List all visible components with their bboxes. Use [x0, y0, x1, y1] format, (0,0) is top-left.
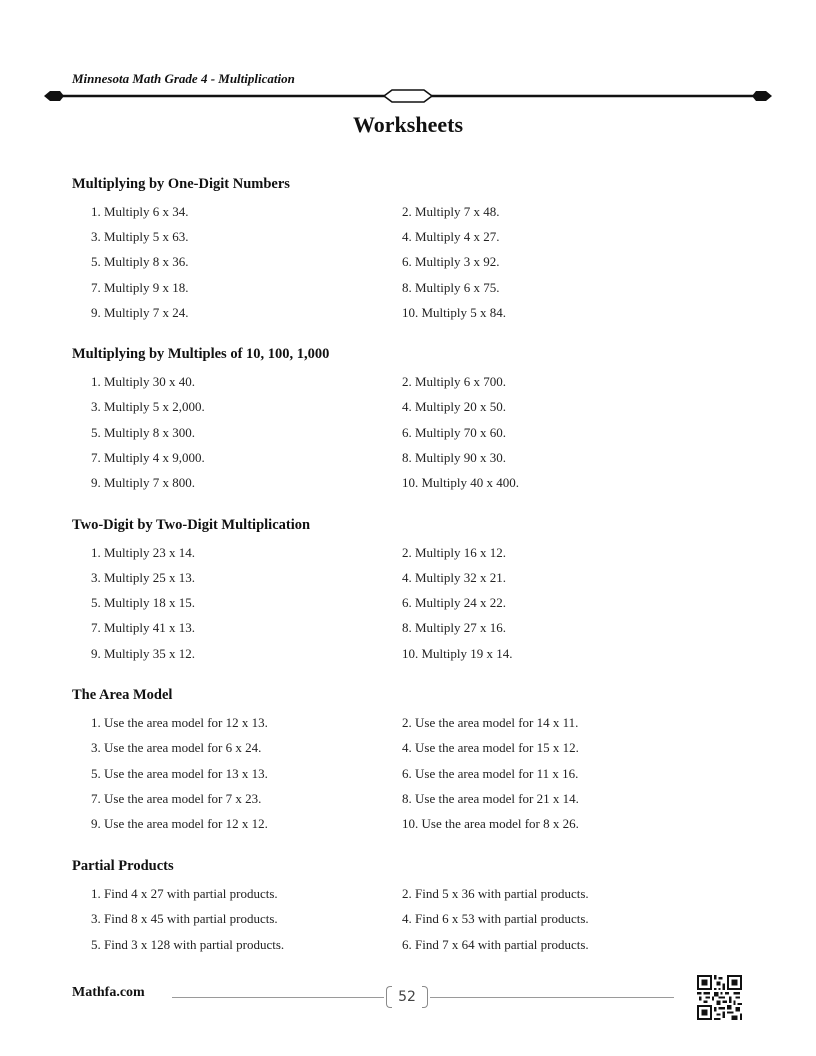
- problem-item: 8. Multiply 90 x 30.: [402, 450, 507, 465]
- problem-item: 10. Multiply 40 x 400.: [402, 475, 520, 490]
- footer-divider-left: [172, 997, 384, 998]
- problem-item: 9. Multiply 7 x 24.: [91, 305, 189, 320]
- problem-item: 8. Use the area model for 21 x 14.: [402, 791, 579, 806]
- section-heading: Multiplying by One-Digit Numbers: [72, 176, 290, 192]
- problem-item: 9. Multiply 7 x 800.: [91, 475, 196, 490]
- problem-item: 10. Multiply 19 x 14.: [402, 646, 513, 661]
- problem-item: 3. Multiply 5 x 2,000.: [91, 399, 205, 414]
- bracket-left: [386, 986, 392, 1008]
- problem-item: 5. Multiply 18 x 15.: [91, 595, 196, 610]
- page-number-box: [386, 986, 428, 1008]
- problem-item: 4. Find 6 x 53 with partial products.: [402, 911, 589, 926]
- problem-item: 1. Use the area model for 12 x 13.: [91, 715, 268, 730]
- problem-item: 4. Use the area model for 15 x 12.: [402, 740, 579, 755]
- problem-item: 8. Multiply 6 x 75.: [402, 280, 500, 295]
- problem-item: 2. Use the area model for 14 x 11.: [402, 715, 579, 730]
- problem-item: 1. Multiply 6 x 34.: [91, 204, 189, 219]
- problem-item: 6. Multiply 3 x 92.: [402, 254, 500, 269]
- bracket-right: [422, 986, 428, 1008]
- problem-item: 6. Use the area model for 11 x 16.: [402, 766, 579, 781]
- problem-item: 7. Multiply 9 x 18.: [91, 280, 189, 295]
- header-rule: [44, 86, 772, 106]
- problem-item: 4. Multiply 32 x 21.: [402, 570, 507, 585]
- problem-item: 5. Multiply 8 x 36.: [91, 254, 189, 269]
- problem-item: 9. Multiply 35 x 12.: [91, 646, 196, 661]
- section-multiples: [72, 345, 752, 490]
- page-title: Worksheets: [353, 112, 463, 137]
- section-heading: Multiplying by Multiples of 10, 100, 1,000: [72, 346, 330, 362]
- section-area-model: [72, 686, 752, 831]
- section-heading: The Area Model: [72, 687, 173, 703]
- section-heading: Two-Digit by Two-Digit Multiplication: [72, 517, 311, 533]
- problem-item: 4. Multiply 20 x 50.: [402, 399, 507, 414]
- section-partial-products: [72, 857, 752, 952]
- section-two-digit: [72, 516, 752, 661]
- problem-item: 5. Find 3 x 128 with partial products.: [91, 937, 285, 952]
- footer-divider-right: [430, 997, 674, 998]
- problem-item: 6. Multiply 24 x 22.: [402, 595, 507, 610]
- problem-item: 10. Use the area model for 8 x 26.: [402, 816, 579, 831]
- problem-item: 3. Multiply 25 x 13.: [91, 570, 196, 585]
- problem-item: 6. Find 7 x 64 with partial products.: [402, 937, 589, 952]
- problem-item: 2. Multiply 16 x 12.: [402, 545, 507, 560]
- problem-item: 8. Multiply 27 x 16.: [402, 620, 507, 635]
- problem-item: 10. Multiply 5 x 84.: [402, 305, 507, 320]
- problem-item: 1. Find 4 x 27 with partial products.: [91, 886, 278, 901]
- problem-item: 7. Multiply 41 x 13.: [91, 620, 196, 635]
- problem-item: 3. Find 8 x 45 with partial products.: [91, 911, 278, 926]
- section-one-digit: [72, 175, 752, 320]
- qr-code-icon[interactable]: [697, 975, 742, 1020]
- problem-item: 7. Multiply 4 x 9,000.: [91, 450, 205, 465]
- problem-item: 7. Use the area model for 7 x 23.: [91, 791, 262, 806]
- problem-item: 2. Multiply 6 x 700.: [402, 374, 507, 389]
- problem-item: 6. Multiply 70 x 60.: [402, 425, 507, 440]
- problem-item: 9. Use the area model for 12 x 12.: [91, 816, 268, 831]
- header-title: Minnesota Math Grade 4 - Multiplication: [72, 71, 295, 86]
- problem-item: 2. Find 5 x 36 with partial products.: [402, 886, 589, 901]
- footer-brand[interactable]: Mathfa.com: [72, 985, 145, 1000]
- problem-item: 3. Multiply 5 x 63.: [91, 229, 189, 244]
- problem-item: 3. Use the area model for 6 x 24.: [91, 740, 262, 755]
- section-heading: Partial Products: [72, 858, 174, 874]
- problem-item: 1. Multiply 30 x 40.: [91, 374, 196, 389]
- problem-item: 2. Multiply 7 x 48.: [402, 204, 500, 219]
- problem-item: 5. Multiply 8 x 300.: [91, 425, 196, 440]
- problem-item: 4. Multiply 4 x 27.: [402, 229, 500, 244]
- problem-item: 1. Multiply 23 x 14.: [91, 545, 196, 560]
- problem-item: 5. Use the area model for 13 x 13.: [91, 766, 268, 781]
- page-number: 52: [398, 989, 416, 1005]
